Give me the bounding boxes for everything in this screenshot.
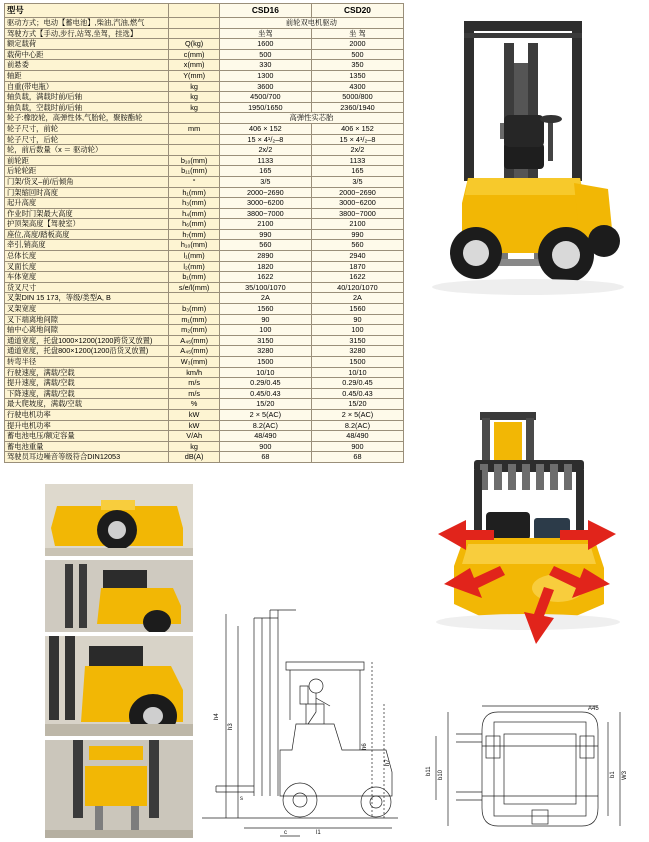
side-view-dimension-drawing	[196, 600, 404, 838]
row-value-model2: 2100	[311, 219, 403, 230]
row-value-model1: 990	[219, 229, 311, 240]
row-unit: °	[169, 176, 219, 187]
row-value-model2: 68	[311, 452, 403, 463]
forklift-rear-wheel-detail-photo	[45, 636, 193, 736]
dim-label-b11: b11	[426, 766, 432, 776]
row-value-merged: 前轮双电机驱动	[219, 18, 403, 29]
specification-table	[4, 3, 404, 463]
row-value-model2: 0.45/0.43	[311, 388, 403, 399]
row-unit: W₃(mm)	[169, 357, 219, 368]
table-row	[5, 346, 404, 357]
row-unit: h₃(mm)	[169, 198, 219, 209]
row-unit: c(mm)	[169, 49, 219, 60]
row-value-model2: 1500	[311, 357, 403, 368]
table-row	[5, 441, 404, 452]
table-row	[5, 198, 404, 209]
row-value-model1: 2x/2	[219, 145, 311, 156]
row-value-model2: 5000/800	[311, 92, 403, 103]
row-unit: kg	[169, 92, 219, 103]
row-value-model1: 8.2(AC)	[219, 420, 311, 431]
row-label: 行驶速度，满载/空载	[5, 367, 169, 378]
row-label: 蓄电池重量	[5, 441, 169, 452]
row-label: 最大爬坡度，满载/空载	[5, 399, 169, 410]
dim-label-h3: h3	[228, 723, 234, 730]
row-value-model1: 3600	[219, 81, 311, 92]
row-unit: %	[169, 399, 219, 410]
table-row	[5, 251, 404, 262]
table-row	[5, 229, 404, 240]
row-unit: Q(kg)	[169, 39, 219, 50]
row-unit: l₂(mm)	[169, 261, 219, 272]
row-value-model2: 1560	[311, 304, 403, 315]
row-unit: m/s	[169, 378, 219, 389]
row-label: 轮子:橡胶轮，高弹性体,气胎轮，聚胺酯轮	[5, 113, 169, 124]
row-value-model1: 1133	[219, 155, 311, 166]
row-unit: kW	[169, 420, 219, 431]
table-row	[5, 335, 404, 346]
row-value-model2: 10/10	[311, 367, 403, 378]
table-row	[5, 49, 404, 60]
row-label: 叉下端离地间隙	[5, 314, 169, 325]
row-value-model2: 3/5	[311, 176, 403, 187]
row-value-model1: 100	[219, 325, 311, 336]
row-unit: b₃(mm)	[169, 304, 219, 315]
row-label: 叉面长度	[5, 261, 169, 272]
row-value-model1: 3000~6200	[219, 198, 311, 209]
row-value-model2: 900	[311, 441, 403, 452]
dim-label-l1: l1	[316, 830, 321, 836]
table-row	[5, 102, 404, 113]
table-row	[5, 261, 404, 272]
row-label: 轴负载，空载时前/后轴	[5, 102, 169, 113]
row-label: 蓄电池电压/额定容量	[5, 431, 169, 442]
row-value-model2: 165	[311, 166, 403, 177]
row-label: 驾驶员耳边噪音等级符合DIN12053	[5, 452, 169, 463]
row-unit: l₁(mm)	[169, 251, 219, 262]
row-label: 座位,高度/踏板高度	[5, 229, 169, 240]
dim-label-b10: b10	[438, 769, 444, 780]
row-label: 叉架DIN 15 173，等级/类型A, B	[5, 293, 169, 304]
row-label: 转弯半径	[5, 357, 169, 368]
row-value-model1: 3800~7000	[219, 208, 311, 219]
table-row	[5, 39, 404, 50]
row-label: 额定载荷	[5, 39, 169, 50]
chassis-detail-photo	[45, 484, 193, 556]
row-label: 牵引,销高度	[5, 240, 169, 251]
row-label: 后轮轮距	[5, 166, 169, 177]
table-row	[5, 60, 404, 71]
row-unit: x(mm)	[169, 60, 219, 71]
forklift-side-detail-photo	[45, 560, 193, 632]
table-row	[5, 166, 404, 177]
row-value-model2: 100	[311, 325, 403, 336]
row-label: 驾驶方式【手动,步行,站驾,坐驾，挂选】	[5, 28, 169, 39]
row-label: 轴距	[5, 70, 169, 81]
row-unit: s/e/l(mm)	[169, 282, 219, 293]
row-value-model1: 3280	[219, 346, 311, 357]
row-unit: mm	[169, 123, 219, 134]
table-row	[5, 176, 404, 187]
row-label: 起升高度	[5, 198, 169, 209]
row-unit	[169, 28, 219, 39]
table-row	[5, 282, 404, 293]
row-label: 门架/货叉–前/后倾角	[5, 176, 169, 187]
header-unit-cell	[169, 4, 219, 18]
row-value-model2: 2000~2690	[311, 187, 403, 198]
row-unit: h₄(mm)	[169, 208, 219, 219]
table-row	[5, 357, 404, 368]
table-row	[5, 28, 404, 39]
row-value-model2: 2940	[311, 251, 403, 262]
row-unit: A₄₅(mm)	[169, 335, 219, 346]
table-row	[5, 240, 404, 251]
row-value-model2: 90	[311, 314, 403, 325]
row-value-model2: 350	[311, 60, 403, 71]
row-value-model2: 1870	[311, 261, 403, 272]
row-value-model1: 3/5	[219, 176, 311, 187]
dim-label-h4: h4	[214, 713, 220, 720]
row-unit: b₁₁(mm)	[169, 166, 219, 177]
row-unit: m₁(mm)	[169, 314, 219, 325]
row-label: 行驶电机功率	[5, 409, 169, 420]
row-unit: kg	[169, 441, 219, 452]
row-unit: b₁₀(mm)	[169, 155, 219, 166]
table-row	[5, 70, 404, 81]
table-row	[5, 304, 404, 315]
row-value-model2: 48/490	[311, 431, 403, 442]
row-unit: dB(A)	[169, 452, 219, 463]
table-row	[5, 18, 404, 29]
row-label: 护顶架高度【驾驶室）	[5, 219, 169, 230]
row-unit	[169, 145, 219, 156]
row-unit	[169, 113, 219, 124]
row-value-model2: 500	[311, 49, 403, 60]
row-value-model2: 2A	[311, 293, 403, 304]
row-label: 轴中心离地间隙	[5, 325, 169, 336]
row-value-model1: 1560	[219, 304, 311, 315]
row-value-model2: 2x/2	[311, 145, 403, 156]
row-unit: kg	[169, 81, 219, 92]
row-label: 下降速度，满载/空载	[5, 388, 169, 399]
table-row	[5, 81, 404, 92]
row-value-model1: 2A	[219, 293, 311, 304]
row-label: 驱动方式；电动【蓄电池】,柴油,汽油,燃气	[5, 18, 169, 29]
row-value-model2: 2360/1940	[311, 102, 403, 113]
row-value-model1: 15 × 4¹/₂–8	[219, 134, 311, 145]
row-value-model1: 0.29/0.45	[219, 378, 311, 389]
row-unit: h₆(mm)	[169, 219, 219, 230]
row-value-model2: 2000	[311, 39, 403, 50]
row-unit: kg	[169, 102, 219, 113]
row-value-model1: 1600	[219, 39, 311, 50]
row-value-model1: 15/20	[219, 399, 311, 410]
row-label: 轮，前后数量（x ＝ 驱动轮）	[5, 145, 169, 156]
row-unit	[169, 293, 219, 304]
header-model-label: 型号	[5, 4, 169, 18]
header-model-1: CSD16	[219, 4, 311, 18]
table-header-row	[5, 4, 404, 18]
row-value-model2: 1133	[311, 155, 403, 166]
row-label: 叉架宽度	[5, 304, 169, 315]
top-view-dimension-drawing	[412, 700, 644, 838]
row-value-model1: 165	[219, 166, 311, 177]
table-row	[5, 399, 404, 410]
row-value-model1: 2000~2690	[219, 187, 311, 198]
header-model-2: CSD20	[311, 4, 403, 18]
row-value-model1: 330	[219, 60, 311, 71]
row-label: 货叉尺寸	[5, 282, 169, 293]
row-label: 通道宽度，托盘800×1200(1200沿货叉放置)	[5, 346, 169, 357]
row-value-model1: 48/490	[219, 431, 311, 442]
row-unit: m₂(mm)	[169, 325, 219, 336]
table-row	[5, 155, 404, 166]
row-unit: Y(mm)	[169, 70, 219, 81]
row-value-model2: 3800~7000	[311, 208, 403, 219]
row-value-model1: 406 × 152	[219, 123, 311, 134]
dim-label-a45: A45	[588, 706, 599, 712]
row-value-model2: 990	[311, 229, 403, 240]
row-value-model1: 35/100/1070	[219, 282, 311, 293]
row-value-model1: 3150	[219, 335, 311, 346]
row-value-model2: 560	[311, 240, 403, 251]
table-row	[5, 314, 404, 325]
table-row	[5, 409, 404, 420]
row-value-model2: 3150	[311, 335, 403, 346]
table-row	[5, 145, 404, 156]
table-body	[5, 18, 404, 463]
row-value-model1: 1622	[219, 272, 311, 283]
table-row	[5, 272, 404, 283]
table-row	[5, 187, 404, 198]
row-value-model1: 0.45/0.43	[219, 388, 311, 399]
row-value-model1: 68	[219, 452, 311, 463]
row-unit: h₁(mm)	[169, 187, 219, 198]
row-label: 轴负载，满载时前/后轴	[5, 92, 169, 103]
row-value-model1: 90	[219, 314, 311, 325]
row-value-model1: 500	[219, 49, 311, 60]
row-unit: h₇(mm)	[169, 229, 219, 240]
row-unit: A₄₅(mm)	[169, 346, 219, 357]
table-row	[5, 123, 404, 134]
table-row	[5, 378, 404, 389]
row-unit	[169, 134, 219, 145]
row-value-model1: 560	[219, 240, 311, 251]
row-label: 车体宽度	[5, 272, 169, 283]
table-row	[5, 325, 404, 336]
row-value-model2: 4300	[311, 81, 403, 92]
row-unit: V/Ah	[169, 431, 219, 442]
row-value-model2: 8.2(AC)	[311, 420, 403, 431]
row-value-model2: 2 × 5(AC)	[311, 409, 403, 420]
table-row	[5, 367, 404, 378]
row-label: 前悬委	[5, 60, 169, 71]
row-label: 作业时门架最大高度	[5, 208, 169, 219]
row-unit: km/h	[169, 367, 219, 378]
row-value-model1: 2 × 5(AC)	[219, 409, 311, 420]
forklift-rear-photo-with-direction-arrows	[408, 408, 646, 648]
row-value-model1: 900	[219, 441, 311, 452]
dim-label-h6: h6	[362, 743, 368, 750]
forklift-front-photo	[408, 3, 646, 301]
table-row	[5, 208, 404, 219]
dim-label-b1: b1	[610, 771, 616, 778]
row-value-merged: 高弹性实芯胎	[219, 113, 403, 124]
table-row	[5, 134, 404, 145]
row-unit: m/s	[169, 388, 219, 399]
row-label: 前轮距	[5, 155, 169, 166]
dim-label-s: s	[240, 796, 243, 802]
table-row	[5, 452, 404, 463]
row-label: 门架缩回时高度	[5, 187, 169, 198]
row-value-model1: 4500/700	[219, 92, 311, 103]
table-row	[5, 293, 404, 304]
dim-label-c: c	[284, 830, 287, 836]
row-value-model1: 1950/1650	[219, 102, 311, 113]
row-unit: kW	[169, 409, 219, 420]
row-value-model2: 0.29/0.45	[311, 378, 403, 389]
dim-label-w3: W3	[622, 771, 628, 780]
table-row	[5, 92, 404, 103]
row-value-model2: 15 × 4¹/₂–8	[311, 134, 403, 145]
row-label: 载荷中心距	[5, 49, 169, 60]
row-value-model2: 406 × 152	[311, 123, 403, 134]
row-value-model2: 1622	[311, 272, 403, 283]
row-value-model2: 1350	[311, 70, 403, 81]
row-value-model1: 1820	[219, 261, 311, 272]
table-row	[5, 420, 404, 431]
row-value-model2: 15/20	[311, 399, 403, 410]
row-value-model2: 3280	[311, 346, 403, 357]
row-value-model1: 坐驾	[219, 28, 311, 39]
row-value-model1: 2890	[219, 251, 311, 262]
row-label: 总体长度	[5, 251, 169, 262]
row-label: 自重(带电瓶）	[5, 81, 169, 92]
row-value-model2: 3000~6200	[311, 198, 403, 209]
row-value-model2: 40/120/1070	[311, 282, 403, 293]
table-row	[5, 113, 404, 124]
row-label: 通道宽度，托盘1000×1200(1200跨货叉放置)	[5, 335, 169, 346]
row-unit: h₁₀(mm)	[169, 240, 219, 251]
table-row	[5, 431, 404, 442]
row-value-model2: 坐 驾	[311, 28, 403, 39]
table-row	[5, 219, 404, 230]
row-value-model1: 1300	[219, 70, 311, 81]
mast-front-detail-photo	[45, 740, 193, 838]
row-label: 提升电机功率	[5, 420, 169, 431]
row-label: 提升速度，满载/空载	[5, 378, 169, 389]
table-row	[5, 388, 404, 399]
row-value-model1: 1500	[219, 357, 311, 368]
row-value-model1: 2100	[219, 219, 311, 230]
row-value-model1: 10/10	[219, 367, 311, 378]
row-unit	[169, 18, 219, 29]
row-label: 轮子尺寸，后轮	[5, 134, 169, 145]
row-unit: b₁(mm)	[169, 272, 219, 283]
dim-label-h7: h7	[385, 759, 391, 766]
row-label: 轮子尺寸，前轮	[5, 123, 169, 134]
